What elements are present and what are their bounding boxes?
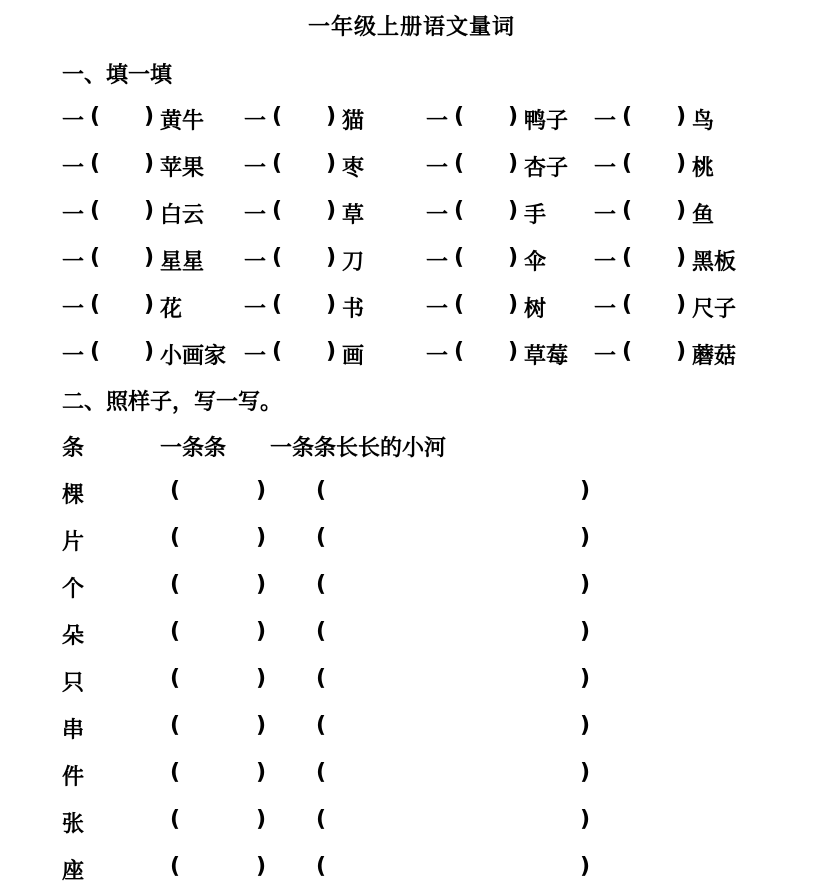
noun-label: 尺子 (692, 297, 737, 322)
answer-blank-open[interactable]: ( (454, 151, 465, 176)
noun-label: 手 (524, 203, 547, 228)
number-one: 一 (62, 203, 85, 228)
section2-heading: 二、照样子，写一写。 (62, 390, 283, 415)
practice-measure-word: 朵 (62, 624, 85, 649)
short-answer-open[interactable]: ( (170, 619, 181, 644)
phrase-answer-close: ) (580, 760, 591, 785)
practice-row (62, 525, 622, 555)
phrase-answer-open[interactable]: ( (316, 572, 327, 597)
noun-label: 苹果 (160, 156, 205, 181)
noun-label: 黄牛 (160, 109, 205, 134)
answer-blank-open[interactable]: ( (90, 151, 101, 176)
number-one: 一 (62, 297, 85, 322)
practice-measure-word: 片 (62, 530, 85, 555)
noun-label: 蘑菇 (692, 344, 737, 369)
short-answer-open[interactable]: ( (170, 854, 181, 879)
number-one: 一 (594, 297, 617, 322)
answer-blank-close: ) (144, 198, 155, 223)
practice-measure-word: 个 (62, 577, 85, 602)
answer-blank-close: ) (144, 104, 155, 129)
phrase-answer-open[interactable]: ( (316, 619, 327, 644)
answer-blank-close: ) (326, 245, 337, 270)
practice-measure-word: 件 (62, 765, 85, 790)
page-title: 一年级上册语文量词 (307, 15, 515, 40)
noun-label: 树 (524, 297, 547, 322)
noun-label: 桃 (692, 156, 715, 181)
answer-blank-open[interactable]: ( (272, 339, 283, 364)
answer-blank-open[interactable]: ( (454, 292, 465, 317)
noun-label: 杏子 (524, 156, 569, 181)
practice-measure-word: 座 (62, 859, 85, 884)
phrase-answer-open[interactable]: ( (316, 807, 327, 832)
phrase-answer-open[interactable]: ( (316, 713, 327, 738)
answer-blank-open[interactable]: ( (272, 151, 283, 176)
example-measure-word: 条 (62, 436, 85, 461)
phrase-answer-close: ) (580, 525, 591, 550)
answer-blank-open[interactable]: ( (454, 339, 465, 364)
number-one: 一 (244, 156, 267, 181)
short-answer-open[interactable]: ( (170, 713, 181, 738)
short-answer-close: ) (256, 525, 267, 550)
number-one: 一 (594, 344, 617, 369)
answer-blank-close: ) (144, 339, 155, 364)
practice-measure-word: 串 (62, 718, 85, 743)
practice-measure-word: 张 (62, 812, 85, 837)
noun-label: 草 (342, 203, 365, 228)
answer-blank-close: ) (676, 339, 687, 364)
number-one: 一 (244, 250, 267, 275)
answer-blank-close: ) (326, 151, 337, 176)
section2-example-row (62, 431, 622, 461)
phrase-answer-close: ) (580, 666, 591, 691)
fill-row (62, 198, 802, 228)
number-one: 一 (62, 344, 85, 369)
number-one: 一 (244, 297, 267, 322)
answer-blank-open[interactable]: ( (90, 104, 101, 129)
short-answer-open[interactable]: ( (170, 807, 181, 832)
answer-blank-open[interactable]: ( (622, 292, 633, 317)
noun-label: 小画家 (160, 344, 227, 369)
noun-label: 草莓 (524, 344, 569, 369)
answer-blank-close: ) (508, 245, 519, 270)
short-answer-close: ) (256, 854, 267, 879)
number-one: 一 (62, 156, 85, 181)
fill-row (62, 104, 802, 134)
number-one: 一 (426, 109, 449, 134)
phrase-answer-close: ) (580, 807, 591, 832)
answer-blank-close: ) (676, 151, 687, 176)
practice-measure-word: 棵 (62, 483, 85, 508)
answer-blank-close: ) (676, 104, 687, 129)
noun-label: 刀 (342, 250, 365, 275)
answer-blank-close: ) (508, 292, 519, 317)
number-one: 一 (594, 203, 617, 228)
phrase-answer-open[interactable]: ( (316, 525, 327, 550)
number-one: 一 (426, 250, 449, 275)
short-answer-open[interactable]: ( (170, 760, 181, 785)
answer-blank-close: ) (508, 339, 519, 364)
answer-blank-open[interactable]: ( (622, 245, 633, 270)
practice-row (62, 713, 622, 743)
practice-row (62, 666, 622, 696)
number-one: 一 (244, 203, 267, 228)
short-answer-close: ) (256, 807, 267, 832)
practice-row (62, 760, 622, 790)
answer-blank-close: ) (676, 292, 687, 317)
phrase-answer-close: ) (580, 572, 591, 597)
noun-label: 猫 (342, 109, 365, 134)
short-answer-open[interactable]: ( (170, 478, 181, 503)
answer-blank-open[interactable]: ( (272, 104, 283, 129)
phrase-answer-open[interactable]: ( (316, 478, 327, 503)
phrase-answer-close: ) (580, 854, 591, 879)
answer-blank-open[interactable]: ( (272, 198, 283, 223)
short-answer-close: ) (256, 760, 267, 785)
fill-row (62, 245, 802, 275)
phrase-answer-open[interactable]: ( (316, 854, 327, 879)
answer-blank-close: ) (508, 104, 519, 129)
answer-blank-close: ) (144, 292, 155, 317)
short-answer-close: ) (256, 572, 267, 597)
answer-blank-close: ) (326, 339, 337, 364)
answer-blank-close: ) (326, 198, 337, 223)
phrase-answer-open[interactable]: ( (316, 666, 327, 691)
fill-row (62, 292, 802, 322)
short-answer-close: ) (256, 666, 267, 691)
answer-blank-close: ) (676, 198, 687, 223)
noun-label: 鸭子 (524, 109, 569, 134)
short-answer-open[interactable]: ( (170, 572, 181, 597)
noun-label: 黑板 (692, 250, 737, 275)
short-answer-open[interactable]: ( (170, 525, 181, 550)
answer-blank-open[interactable]: ( (272, 245, 283, 270)
number-one: 一 (244, 344, 267, 369)
number-one: 一 (426, 297, 449, 322)
answer-blank-close: ) (508, 198, 519, 223)
number-one: 一 (426, 203, 449, 228)
short-answer-close: ) (256, 619, 267, 644)
example-answer-long: 一条条长长的小河 (270, 436, 447, 461)
phrase-answer-close: ) (580, 713, 591, 738)
answer-blank-close: ) (144, 245, 155, 270)
noun-label: 鸟 (692, 109, 715, 134)
noun-label: 书 (342, 297, 365, 322)
answer-blank-open[interactable]: ( (454, 104, 465, 129)
short-answer-close: ) (256, 478, 267, 503)
number-one: 一 (62, 250, 85, 275)
noun-label: 鱼 (692, 203, 715, 228)
practice-row (62, 478, 622, 508)
number-one: 一 (62, 109, 85, 134)
fill-row (62, 339, 802, 369)
answer-blank-open[interactable]: ( (90, 245, 101, 270)
section1-heading: 一、填一填 (62, 63, 173, 88)
answer-blank-open[interactable]: ( (90, 339, 101, 364)
practice-row (62, 572, 622, 602)
fill-row (62, 151, 802, 181)
example-answer-short: 一条条 (160, 436, 227, 461)
practice-row (62, 619, 622, 649)
answer-blank-open[interactable]: ( (454, 198, 465, 223)
answer-blank-open[interactable]: ( (272, 292, 283, 317)
answer-blank-open[interactable]: ( (622, 151, 633, 176)
answer-blank-close: ) (144, 151, 155, 176)
number-one: 一 (594, 156, 617, 181)
phrase-answer-open[interactable]: ( (316, 760, 327, 785)
answer-blank-open[interactable]: ( (622, 104, 633, 129)
answer-blank-open[interactable]: ( (454, 245, 465, 270)
answer-blank-open[interactable]: ( (90, 292, 101, 317)
practice-row (62, 807, 622, 837)
noun-label: 伞 (524, 250, 547, 275)
noun-label: 花 (160, 297, 183, 322)
practice-measure-word: 只 (62, 671, 85, 696)
number-one: 一 (426, 156, 449, 181)
noun-label: 画 (342, 344, 365, 369)
phrase-answer-close: ) (580, 478, 591, 503)
answer-blank-open[interactable]: ( (90, 198, 101, 223)
answer-blank-close: ) (676, 245, 687, 270)
number-one: 一 (594, 109, 617, 134)
noun-label: 白云 (160, 203, 205, 228)
answer-blank-close: ) (326, 104, 337, 129)
noun-label: 星星 (160, 250, 205, 275)
answer-blank-close: ) (508, 151, 519, 176)
noun-label: 枣 (342, 156, 365, 181)
watermark-strip (515, 880, 795, 892)
short-answer-open[interactable]: ( (170, 666, 181, 691)
short-answer-close: ) (256, 713, 267, 738)
answer-blank-open[interactable]: ( (622, 198, 633, 223)
number-one: 一 (244, 109, 267, 134)
answer-blank-close: ) (326, 292, 337, 317)
answer-blank-open[interactable]: ( (622, 339, 633, 364)
number-one: 一 (594, 250, 617, 275)
phrase-answer-close: ) (580, 619, 591, 644)
number-one: 一 (426, 344, 449, 369)
